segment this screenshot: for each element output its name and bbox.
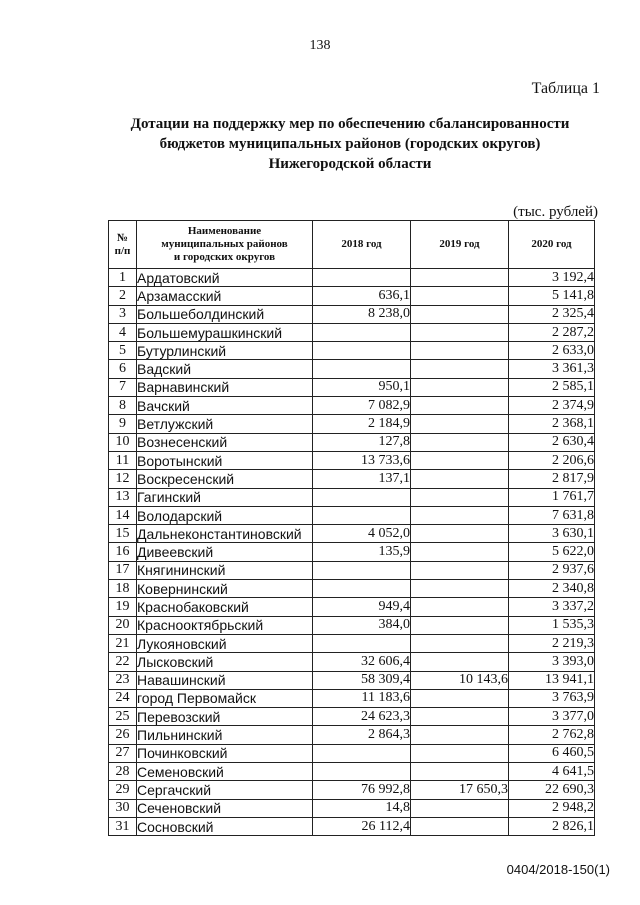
value-2019 — [411, 598, 509, 616]
value-2020: 2 206,6 — [509, 451, 595, 469]
subsidies-table — [108, 220, 595, 836]
district-name: Варнавинский — [137, 378, 313, 396]
value-2020: 22 690,3 — [509, 781, 595, 799]
header-number: № п/п — [109, 221, 137, 269]
value-2020: 3 393,0 — [509, 653, 595, 671]
district-name: Ветлужский — [137, 415, 313, 433]
value-2018: 76 992,8 — [313, 781, 411, 799]
row-number: 26 — [109, 726, 137, 744]
row-number: 8 — [109, 397, 137, 415]
value-2020: 2 585,1 — [509, 378, 595, 396]
table-row — [109, 269, 595, 287]
value-2019 — [411, 726, 509, 744]
value-2019 — [411, 323, 509, 341]
district-name: Большеболдинский — [137, 305, 313, 323]
value-2020: 2 287,2 — [509, 323, 595, 341]
table-header-row — [109, 221, 595, 269]
row-number: 23 — [109, 671, 137, 689]
value-2019 — [411, 543, 509, 561]
row-number: 28 — [109, 763, 137, 781]
value-2020: 2 630,4 — [509, 433, 595, 451]
table-row — [109, 470, 595, 488]
district-name: Большемурашкинский — [137, 323, 313, 341]
value-2020: 2 817,9 — [509, 470, 595, 488]
value-2018 — [313, 506, 411, 524]
value-2019 — [411, 506, 509, 524]
value-2020: 2 762,8 — [509, 726, 595, 744]
row-number: 15 — [109, 525, 137, 543]
row-number: 25 — [109, 708, 137, 726]
district-name: Воротынский — [137, 451, 313, 469]
district-name: Бутурлинский — [137, 342, 313, 360]
row-number: 9 — [109, 415, 137, 433]
value-2018: 137,1 — [313, 470, 411, 488]
value-2019 — [411, 397, 509, 415]
table-row — [109, 415, 595, 433]
row-number: 24 — [109, 689, 137, 707]
value-2019 — [411, 580, 509, 598]
value-2020: 3 763,9 — [509, 689, 595, 707]
table-row — [109, 378, 595, 396]
row-number: 4 — [109, 323, 137, 341]
header-2019: 2019 год — [411, 221, 509, 269]
value-2020: 2 633,0 — [509, 342, 595, 360]
row-number: 7 — [109, 378, 137, 396]
row-number: 13 — [109, 488, 137, 506]
value-2019 — [411, 415, 509, 433]
value-2020: 2 368,1 — [509, 415, 595, 433]
value-2018: 24 623,3 — [313, 708, 411, 726]
district-name: Краснобаковский — [137, 598, 313, 616]
value-2020: 2 826,1 — [509, 817, 595, 835]
row-number: 19 — [109, 598, 137, 616]
district-name: Сосновский — [137, 817, 313, 835]
value-2020: 2 937,6 — [509, 561, 595, 579]
row-number: 29 — [109, 781, 137, 799]
district-name: Дальнеконстантиновский — [137, 525, 313, 543]
value-2019 — [411, 470, 509, 488]
table-row — [109, 634, 595, 652]
table-row — [109, 488, 595, 506]
table-row — [109, 726, 595, 744]
value-2018: 127,8 — [313, 433, 411, 451]
title-line-3: Нижегородской области — [268, 156, 432, 172]
value-2019 — [411, 433, 509, 451]
value-2019: 10 143,6 — [411, 671, 509, 689]
value-2020: 5 141,8 — [509, 287, 595, 305]
value-2019 — [411, 488, 509, 506]
value-2018: 384,0 — [313, 616, 411, 634]
table-row — [109, 433, 595, 451]
value-2019 — [411, 305, 509, 323]
district-name: Пильнинский — [137, 726, 313, 744]
row-number: 5 — [109, 342, 137, 360]
district-name: Вадский — [137, 360, 313, 378]
value-2020: 3 377,0 — [509, 708, 595, 726]
table-row — [109, 561, 595, 579]
district-name: Ковернинский — [137, 580, 313, 598]
value-2020: 2 325,4 — [509, 305, 595, 323]
value-2019 — [411, 744, 509, 762]
table-row — [109, 671, 595, 689]
value-2018 — [313, 360, 411, 378]
district-name: Лукояновский — [137, 634, 313, 652]
document-title — [60, 114, 640, 174]
value-2019 — [411, 689, 509, 707]
district-name: Перевозский — [137, 708, 313, 726]
value-2018: 949,4 — [313, 598, 411, 616]
header-2018: 2018 год — [313, 221, 411, 269]
table-row — [109, 360, 595, 378]
value-2020: 13 941,1 — [509, 671, 595, 689]
value-2020: 6 460,5 — [509, 744, 595, 762]
table-row — [109, 342, 595, 360]
row-number: 14 — [109, 506, 137, 524]
value-2019 — [411, 763, 509, 781]
row-number: 27 — [109, 744, 137, 762]
value-2018: 58 309,4 — [313, 671, 411, 689]
header-2020: 2020 год — [509, 221, 595, 269]
district-name: Воскресенский — [137, 470, 313, 488]
value-2019 — [411, 360, 509, 378]
district-name: Навашинский — [137, 671, 313, 689]
value-2018: 135,9 — [313, 543, 411, 561]
value-2018 — [313, 269, 411, 287]
value-2020: 1 761,7 — [509, 488, 595, 506]
value-2018 — [313, 323, 411, 341]
value-2020: 2 219,3 — [509, 634, 595, 652]
row-number: 17 — [109, 561, 137, 579]
value-2020: 1 535,3 — [509, 616, 595, 634]
value-2018: 2 864,3 — [313, 726, 411, 744]
table-row — [109, 305, 595, 323]
value-2018 — [313, 342, 411, 360]
title-line-2: бюджетов муниципальных районов (городских округов) — [159, 136, 541, 152]
value-2020: 7 631,8 — [509, 506, 595, 524]
row-number: 31 — [109, 817, 137, 835]
value-2020: 4 641,5 — [509, 763, 595, 781]
value-2018: 636,1 — [313, 287, 411, 305]
value-2019 — [411, 451, 509, 469]
district-name: Вачский — [137, 397, 313, 415]
value-2019 — [411, 799, 509, 817]
table-row — [109, 451, 595, 469]
page-number: 138 — [309, 38, 331, 53]
table-row — [109, 323, 595, 341]
table-row — [109, 689, 595, 707]
value-2020: 3 630,1 — [509, 525, 595, 543]
value-2020: 2 374,9 — [509, 397, 595, 415]
units-label: (тыс. рублей) — [513, 204, 598, 220]
table-row — [109, 708, 595, 726]
value-2019 — [411, 287, 509, 305]
value-2018 — [313, 763, 411, 781]
table-row — [109, 397, 595, 415]
row-number: 3 — [109, 305, 137, 323]
table-row — [109, 763, 595, 781]
table-row — [109, 598, 595, 616]
value-2019 — [411, 525, 509, 543]
district-name: Вознесенский — [137, 433, 313, 451]
table-row — [109, 781, 595, 799]
value-2019 — [411, 653, 509, 671]
document-code: 0404/2018-150(1) — [506, 862, 610, 877]
value-2018: 8 238,0 — [313, 305, 411, 323]
table-row — [109, 287, 595, 305]
row-number: 18 — [109, 580, 137, 598]
district-name: Семеновский — [137, 763, 313, 781]
district-name: Краснооктябрьский — [137, 616, 313, 634]
value-2018 — [313, 580, 411, 598]
value-2018: 4 052,0 — [313, 525, 411, 543]
value-2018: 32 606,4 — [313, 653, 411, 671]
district-name: Сеченовский — [137, 799, 313, 817]
row-number: 22 — [109, 653, 137, 671]
row-number: 1 — [109, 269, 137, 287]
table-row — [109, 653, 595, 671]
district-name: Княгининский — [137, 561, 313, 579]
row-number: 21 — [109, 634, 137, 652]
value-2020: 3 192,4 — [509, 269, 595, 287]
value-2020: 2 340,8 — [509, 580, 595, 598]
value-2019 — [411, 561, 509, 579]
value-2018: 13 733,6 — [313, 451, 411, 469]
table-row — [109, 543, 595, 561]
title-line-1: Дотации на поддержку мер по обеспечению сбалансированности — [130, 116, 570, 132]
row-number: 16 — [109, 543, 137, 561]
row-number: 11 — [109, 451, 137, 469]
value-2020: 2 948,2 — [509, 799, 595, 817]
table-label: Таблица 1 — [531, 80, 600, 97]
value-2018 — [313, 634, 411, 652]
table-row — [109, 580, 595, 598]
table-body — [109, 269, 595, 836]
value-2018: 7 082,9 — [313, 397, 411, 415]
district-name: Сергачский — [137, 781, 313, 799]
district-name: Ардатовский — [137, 269, 313, 287]
value-2018 — [313, 488, 411, 506]
table-row — [109, 506, 595, 524]
row-number: 6 — [109, 360, 137, 378]
value-2018 — [313, 561, 411, 579]
table-row — [109, 525, 595, 543]
value-2018: 14,8 — [313, 799, 411, 817]
value-2020: 5 622,0 — [509, 543, 595, 561]
value-2020: 3 361,3 — [509, 360, 595, 378]
value-2020: 3 337,2 — [509, 598, 595, 616]
header-name: Наименование муниципальных районов и городских округов — [137, 221, 313, 269]
table-row — [109, 817, 595, 835]
value-2019 — [411, 378, 509, 396]
value-2019 — [411, 634, 509, 652]
value-2018: 11 183,6 — [313, 689, 411, 707]
table-row — [109, 799, 595, 817]
table-row — [109, 744, 595, 762]
value-2018: 950,1 — [313, 378, 411, 396]
district-name: Володарский — [137, 506, 313, 524]
row-number: 10 — [109, 433, 137, 451]
table-row — [109, 616, 595, 634]
value-2019 — [411, 342, 509, 360]
value-2019: 17 650,3 — [411, 781, 509, 799]
row-number: 20 — [109, 616, 137, 634]
district-name: Арзамасский — [137, 287, 313, 305]
row-number: 30 — [109, 799, 137, 817]
row-number: 12 — [109, 470, 137, 488]
value-2018: 2 184,9 — [313, 415, 411, 433]
district-name: Лысковский — [137, 653, 313, 671]
district-name: город Первомайск — [137, 689, 313, 707]
value-2019 — [411, 269, 509, 287]
value-2018: 26 112,4 — [313, 817, 411, 835]
district-name: Дивеевский — [137, 543, 313, 561]
value-2019 — [411, 708, 509, 726]
district-name: Гагинский — [137, 488, 313, 506]
district-name: Починковский — [137, 744, 313, 762]
row-number: 2 — [109, 287, 137, 305]
value-2019 — [411, 616, 509, 634]
value-2018 — [313, 744, 411, 762]
value-2019 — [411, 817, 509, 835]
